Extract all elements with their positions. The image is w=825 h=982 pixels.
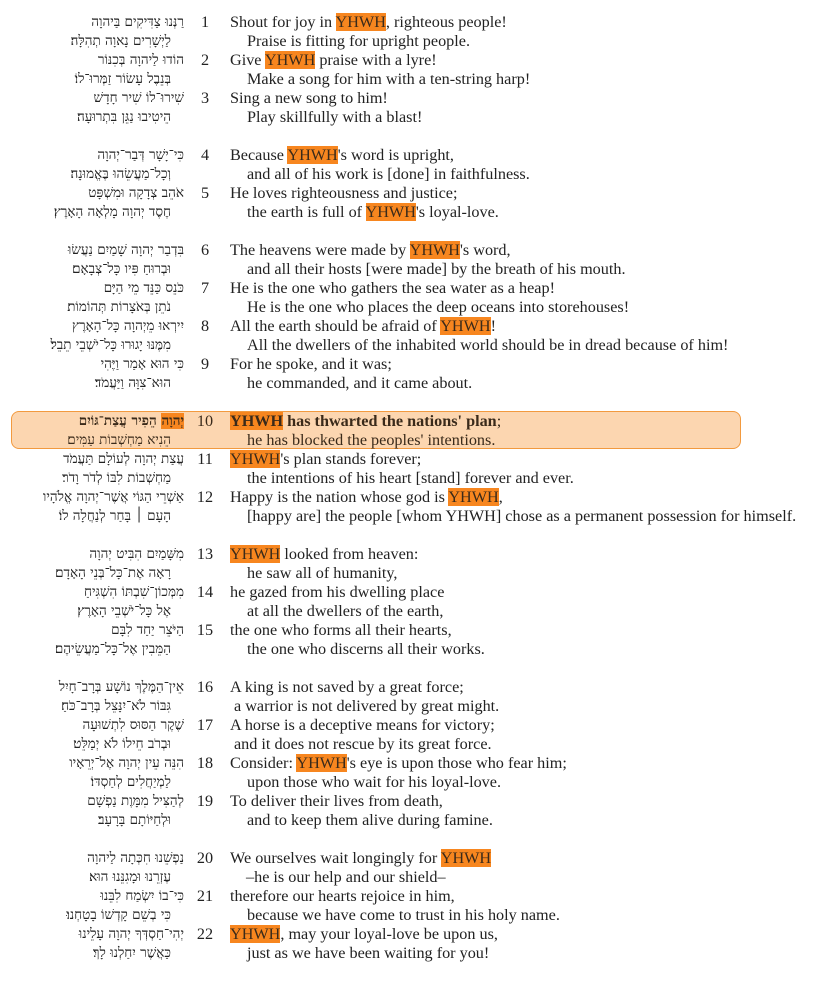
hebrew-text [79,412,184,431]
hebrew-text: וּלְחַיּוֹתָם בָּרָעָב׃ [98,812,171,828]
verse-line [0,355,825,374]
english-translation [247,32,470,51]
hebrew-text: כִּי הוּא אָמַר וַיֶּהִי [100,356,184,372]
text-segment: praise with a lyre! [315,51,437,69]
focused-verse-stanza [0,412,825,450]
english-translation [247,906,560,925]
hebrew-text: שֶׁקֶר הַסּוּס לִתְשׁוּעָה [82,717,184,733]
verse-number: 11 [197,450,213,468]
hebrew-text: הֵנִיא מַחְשְׁבוֹת עַמִּים׃ [67,432,171,448]
hebrew-text: לַמְיַחֲלִים לְחַסְדּוֹ׃ [90,774,171,790]
text-segment: and it does not rescue by its great force. [234,735,492,753]
psalm-parallel-text [0,13,825,982]
verse-continuation-line [0,564,825,583]
text-segment: and to keep them alive during famine. [247,811,493,829]
verse-line [0,146,825,165]
text-segment: He is the one who gathers the sea water as a heap! [230,279,555,297]
hebrew-text: הֵיטִיבוּ נַגֵּן בִּתְרוּעָה׃ [76,109,171,125]
english-translation [230,887,455,906]
hebrew-text: יְהִי־חַסְדְּךָ יְהוָה עָלֵינוּ [78,926,184,942]
verse-line [0,792,825,811]
hebrew-text: חֶסֶד יְהוָה מָלְאָה הָאָרֶץ׃ [53,204,171,220]
english-translation [230,925,498,944]
verse-line [0,678,825,697]
verse-line [0,241,825,260]
text-segment: Praise is fitting for upright people. [247,32,470,50]
verse-continuation-line [0,260,825,279]
english-translation [230,849,491,868]
text-segment: 's word, [460,241,511,259]
text-segment: and all of his work is [done] in faithfulness. [247,165,530,183]
english-translation [234,697,499,716]
hebrew-text: כִּי־בוֹ יִשְׂמַח לִבֵּנוּ [100,888,184,904]
divine-name-highlight: YHWH [335,13,386,31]
hebrew-text: הִנֵּה עֵין יְהוָה אֶל־יְרֵאָיו [69,755,184,771]
english-translation [247,165,530,184]
verse-continuation-line [0,602,825,621]
hebrew-text: רָאָה אֶת־כָּל־בְּנֵי הָאָדָם׃ [55,565,171,581]
verse-number: 12 [196,488,214,506]
hebrew-text: הָעָם ׀ בָּחַר לְנַחֲלָה לוֹ׃ [58,508,171,524]
verse-number: 14 [196,583,214,601]
text-segment: All the earth should be afraid of [230,317,441,335]
english-translation [247,944,489,963]
stanza [0,146,825,222]
hebrew-text: נַפְשֵׁנוּ חִכְּתָה לַיהוָה [87,850,184,866]
verse-continuation-line [0,507,825,526]
verse-line [0,545,825,564]
english-translation [230,13,507,32]
divine-name-highlight: YHWH [264,51,316,69]
english-translation [247,70,530,89]
english-translation [230,583,444,602]
english-translation [230,241,511,260]
verse-line [0,450,825,469]
stanza [0,13,825,127]
text-segment: he gazed from his dwelling place [230,583,445,601]
text-segment: We ourselves wait longingly for [230,849,441,867]
verse-line [0,89,825,108]
text-segment: upon those who wait for his loyal-love. [247,773,502,791]
english-translation [230,412,501,431]
hebrew-text: הַיֹּצֵר יַחַד לִבָּם [111,622,184,638]
verse-number: 21 [196,887,214,905]
english-translation [230,279,555,298]
english-translation [230,51,437,70]
verse-continuation-line [0,32,825,51]
verse-continuation-line [0,811,825,830]
english-translation [230,89,388,108]
verse-number: 18 [196,754,214,772]
verse-number: 10 [196,412,214,430]
verse-number: 6 [200,241,210,259]
verse-number: 8 [200,317,210,335]
english-translation [247,507,796,526]
verse-number: 19 [196,792,214,810]
english-translation [247,431,495,450]
text-segment: 's eye is upon those who fear him; [346,754,567,772]
verse-line [0,51,825,70]
hebrew-text: כֹּנֵס כַּנֵּד מֵי הַיָּם [103,280,184,296]
english-translation [247,602,443,621]
text-segment: at all the dwellers of the earth, [247,602,444,620]
text-segment: –he is our help and our shield– [246,868,446,886]
text-segment: the one who discerns all their works. [247,640,485,658]
hebrew-text: יִירְאוּ מֵיְהוָה כָּל־הָאָרֶץ [72,318,184,334]
verse-continuation-line [0,336,825,355]
hebrew-text: וּבְרֹב חֵילוֹ לֹא יְמַלֵּט׃ [73,736,171,752]
text-segment: 's loyal-love. [415,203,499,221]
divine-name-highlight: YHWH [409,241,460,259]
text-segment: ! [490,317,496,335]
verse-continuation-line [0,906,825,925]
hebrew-text: בִּדְבַר יְהוָה שָׁמַיִם נַעֲשׂוּ [67,242,184,258]
text-segment: and all their hosts [were made] by the breath of his mouth. [247,260,626,278]
verse-number: 4 [200,146,210,164]
text-segment: 's plan stands forever; [280,450,422,468]
text-segment: , may your loyal-love be upon us, [280,925,498,943]
english-translation [247,773,501,792]
text-segment: Shout for joy in [230,13,336,31]
text-segment: [happy are] the people [whom YHWH] chose as a permanent possession for himself. [247,507,797,525]
text-segment: Play skillfully with a blast! [247,108,423,126]
text-segment: Make a song for him with a ten-string harp! [247,70,531,88]
verse-line [0,279,825,298]
hebrew-text: אֵין־הַמֶּלֶךְ נוֹשָׁע בְּרָב־חָיִל [58,679,184,695]
divine-name-highlight: YHWH [448,488,499,506]
verse-continuation-line [0,203,825,222]
stanza [0,450,825,526]
divine-name-highlight: YHWH [230,925,281,943]
verse-line [0,849,825,868]
text-segment: therefore our hearts rejoice in him, [230,887,455,905]
english-translation [247,811,493,830]
text-segment: He is the one who places the deep oceans into storehouses! [247,298,630,316]
hebrew-text: עֲצַת יְהוָה לְעוֹלָם תַּעֲמֹד [63,451,184,467]
hebrew-text: הַמֵּבִין אֶל־כָּל־מַעֲשֵׂיהֶם׃ [54,641,171,657]
hebrew-text: וּבְרוּחַ פִּיו כָּל־צְבָאָם׃ [72,261,171,277]
english-translation [230,792,443,811]
verse-continuation-line [0,70,825,89]
stanza [0,241,825,393]
divine-name-highlight: YHWH [230,545,281,563]
hebrew-text: כַּאֲשֶׁר יִחַלְנוּ לָךְ׃ [92,945,171,961]
divine-name-highlight: YHWH [230,412,284,430]
divine-name-highlight: YHWH [230,450,281,468]
verse-number: 16 [196,678,214,696]
verse-line [0,488,825,507]
verse-line [0,583,825,602]
english-translation [247,260,626,279]
text-segment: All the dwellers of the inhabited world should be in dread because of him! [247,336,729,354]
text-segment: because we have come to trust in his holy name. [247,906,560,924]
verse-continuation-line [0,165,825,184]
text-segment: just as we have been waiting for you! [247,944,490,962]
verse-number: 15 [196,621,214,639]
verse-line [0,754,825,773]
verse-continuation-line [0,697,825,716]
divine-name-highlight: יְהוָה [161,413,184,429]
verse-line [0,716,825,735]
text-segment: He loves righteousness and justice; [230,184,458,202]
hebrew-text: עֶזְרֵנוּ וּמָגִנֵּנוּ הוּא׃ [89,869,171,885]
english-translation [247,298,629,317]
hebrew-text: מִמְּכוֹן־שִׁבְתּוֹ הִשְׁגִּיחַ [83,584,184,600]
hebrew-text: רַנְּנוּ צַדִּיקִים בַּיהוָה [91,14,184,30]
hebrew-text: כִּי־יָשָׁר דְּבַר־יְהוָה [97,147,184,163]
text-segment: A king is not saved by a great force; [230,678,464,696]
text-segment: a warrior is not delivered by great might. [234,697,500,715]
verse-number: 22 [196,925,214,943]
text-segment: Happy is the nation whose god is [230,488,449,506]
divine-name-highlight: YHWH [440,849,492,867]
english-translation [230,716,495,735]
english-translation [247,564,397,583]
verse-line [0,412,825,431]
text-segment: has thwarted the nations' plan [283,412,497,430]
verse-continuation-line [0,431,825,450]
text-segment: Consider: [230,754,297,772]
divine-name-highlight: YHWH [365,203,416,221]
verse-line [0,184,825,203]
verse-continuation-line [0,108,825,127]
hebrew-text: אֹהֵב צְדָקָה וּמִשְׁפָּט [88,185,184,201]
english-translation [230,355,392,374]
text-segment: ; [496,412,502,430]
stanza [0,849,825,963]
verse-continuation-line [0,469,825,488]
verse-number: 9 [200,355,210,373]
hebrew-text: בְּנֵבֶל עָשׂוֹר זַמְּרוּ־לוֹ׃ [74,71,171,87]
text-segment: הֵפִיר עֲצַת־גּוֹיִם [78,413,162,429]
english-translation [230,678,464,697]
english-translation [230,621,452,640]
hebrew-text: מִשָּׁמַיִם הִבִּיט יְהוָה [89,546,184,562]
verse-number: 2 [200,51,210,69]
text-segment: , [498,488,503,506]
verse-line [0,887,825,906]
verse-number: 13 [196,545,214,563]
hebrew-text: מִמֶּנּוּ יָגוּרוּ כָּל־יֹשְׁבֵי תֵבֵל׃ [50,337,171,353]
text-segment: he commanded, and it came about. [247,374,473,392]
verse-number: 17 [196,716,214,734]
verse-continuation-line [0,735,825,754]
text-segment: For he spoke, and it was; [230,355,392,373]
verse-number: 3 [200,89,210,107]
text-segment: he saw all of humanity, [247,564,398,582]
hebrew-text: נֹתֵן בְּאֹצָרוֹת תְּהוֹמוֹת׃ [67,299,171,315]
hebrew-text: לַיְשָׁרִים נָאוָה תְהִלָּה׃ [70,33,171,49]
text-segment: , righteous people! [385,13,507,31]
hebrew-text: מַחְשְׁבוֹת לִבּוֹ לְדֹר וָדֹר׃ [62,470,171,486]
hebrew-text: וְכָל־מַעֲשֵׂהוּ בֶּאֱמוּנָה׃ [70,166,171,182]
english-translation [247,336,728,355]
english-translation [247,108,422,127]
verse-number: 7 [200,279,210,297]
english-translation [230,754,567,773]
stanza [0,678,825,830]
text-segment: A horse is a deceptive means for victory; [230,716,495,734]
hebrew-text: הוּא־צִוָּה וַיַּעֲמֹד׃ [94,375,171,391]
hebrew-text: אַשְׁרֵי הַגּוֹי אֲשֶׁר־יְהוָה אֱלֹהָיו [42,489,184,505]
text-segment: To deliver their lives from death, [230,792,443,810]
verse-line [0,13,825,32]
english-translation [230,146,454,165]
english-translation [230,488,503,507]
english-translation [247,374,472,393]
text-segment: the one who forms all their hearts, [230,621,452,639]
hebrew-text: שִׁירוּ־לוֹ שִׁיר חָדָשׁ [93,90,184,106]
verse-continuation-line [0,374,825,393]
text-segment: Sing a new song to him! [230,89,388,107]
english-translation [247,640,485,659]
verse-continuation-line [0,773,825,792]
text-segment: he has blocked the peoples' intentions. [247,431,496,449]
verse-number: 5 [200,184,210,202]
text-segment: Give [230,51,265,69]
hebrew-text: גִּבּוֹר לֹא־יִנָּצֵל בְּרָב־כֹּחַ׃ [61,698,171,714]
verse-number: 1 [200,13,210,31]
hebrew-text: הוֹדוּ לַיהוָה בְּכִנּוֹר [97,52,184,68]
verse-line [0,621,825,640]
text-segment: looked from heaven: [280,545,419,563]
hebrew-text: לְהַצִּיל מִמָּוֶת נַפְשָׁם [87,793,184,809]
verse-line [0,925,825,944]
text-segment: 's word is upright, [337,146,454,164]
text-segment: the earth is full of [247,203,366,221]
english-translation [230,184,457,203]
verse-line [0,317,825,336]
english-translation [230,545,418,564]
divine-name-highlight: YHWH [287,146,338,164]
english-translation [247,469,574,488]
text-segment: the intentions of his heart [stand] forever and ever. [247,469,574,487]
english-translation [234,735,492,754]
english-translation [230,317,496,336]
english-translation [230,450,421,469]
hebrew-text: כִּי בְשֵׁם קָדְשׁוֹ בָטָחְנוּ׃ [66,907,171,923]
verse-continuation-line [0,298,825,317]
hebrew-text: אֶל כָּל־יֹשְׁבֵי הָאָרֶץ׃ [77,603,171,619]
verse-continuation-line [0,868,825,887]
divine-name-highlight: YHWH [440,317,491,335]
verse-continuation-line [0,944,825,963]
text-segment: The heavens were made by [230,241,410,259]
verse-number: 20 [196,849,214,867]
divine-name-highlight: YHWH [296,754,347,772]
verse-continuation-line [0,640,825,659]
text-segment: Because [230,146,288,164]
english-translation [246,868,446,887]
stanza [0,545,825,659]
english-translation [247,203,499,222]
